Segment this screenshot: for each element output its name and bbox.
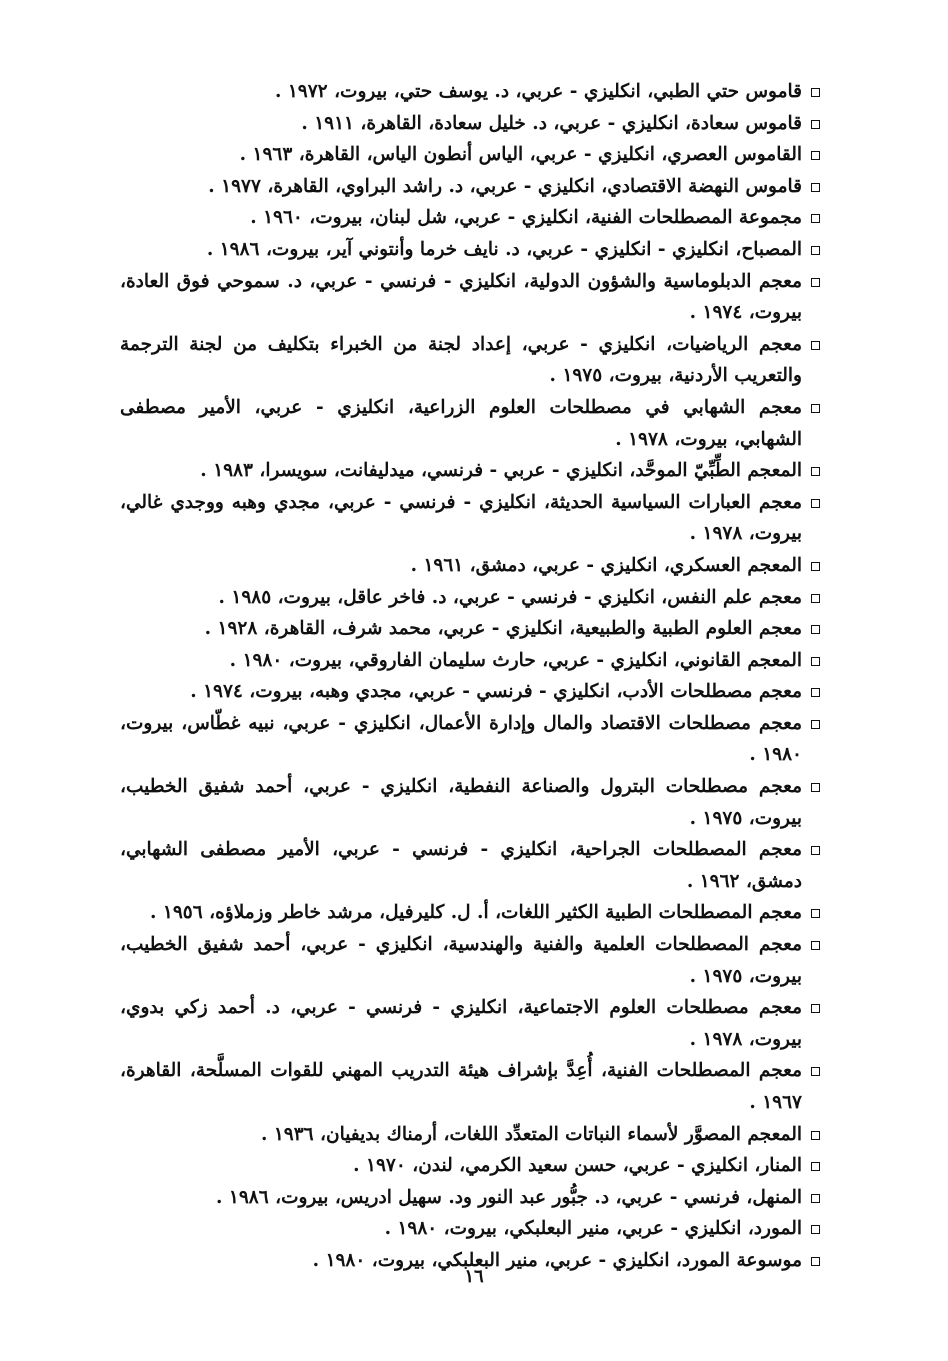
- list-item: [120, 455, 820, 487]
- entry-text: المصباح، انكليزي - انكليزي - عربي، د. نايف خرما وأنتوني آير، بيروت، ١٩٨٦ .: [206, 238, 802, 260]
- entry-text: معجم مصطلحات البترول والصناعة النفطية، انكليزي - عربي، أحمد شفيق الخطيب، بيروت، ١٩٧٥ .: [120, 776, 802, 829]
- entry-text: معجم مصطلحات الاقتصاد والمال وإدارة الأعمال، انكليزي - عربي، نبيه غطّاس، بيروت، ١٩٨٠ .: [120, 712, 802, 766]
- square-bullet-icon: [811, 278, 820, 287]
- square-bullet-icon: [811, 1131, 820, 1140]
- square-bullet-icon: [811, 404, 820, 413]
- list-item: [120, 1150, 820, 1182]
- square-bullet-icon: [811, 625, 820, 634]
- square-bullet-icon: [811, 1257, 820, 1266]
- square-bullet-icon: [811, 1225, 820, 1234]
- square-bullet-icon: [811, 151, 820, 160]
- square-bullet-icon: [811, 720, 820, 729]
- entry-text: المنار، انكليزي - عربي، حسن سعيد الكرمي، لندن، ١٩٧٠ .: [353, 1155, 802, 1177]
- list-item: [120, 487, 820, 550]
- entry-text: معجم المصطلحات الفنية، أُعِدَّ بإشراف هيئة التدريب المهني للقوات المسلَّحة، القاهرة، ١٩٦٧ .: [120, 1060, 802, 1113]
- square-bullet-icon: [811, 657, 820, 666]
- entry-text: المنهل، فرنسي - عربي، د. جبُّور عبد النور ود. سهيل ادريس، بيروت، ١٩٨٦ .: [216, 1186, 802, 1208]
- square-bullet-icon: [811, 562, 820, 571]
- list-item: [120, 676, 820, 708]
- list-item: [120, 392, 820, 455]
- square-bullet-icon: [811, 341, 820, 350]
- square-bullet-icon: [811, 1067, 820, 1076]
- entry-text: القاموس العصري، انكليزي - عربي، الياس أنطون الياس، القاهرة، ١٩٦٣ .: [239, 144, 802, 166]
- entry-text: المعجم العسكري، انكليزي - عربي، دمشق، ١٩٦١ .: [410, 554, 802, 576]
- entry-text: قاموس حتي الطبي، انكليزي - عربي، د. يوسف حتي، بيروت، ١٩٧٢ .: [274, 81, 802, 102]
- list-item: [120, 1182, 820, 1214]
- list-item: [120, 1055, 820, 1118]
- list-item: [120, 329, 820, 392]
- square-bullet-icon: [811, 183, 820, 192]
- square-bullet-icon: [811, 214, 820, 223]
- square-bullet-icon: [811, 1162, 820, 1171]
- entry-text: قاموس النهضة الاقتصادي، انكليزي - عربي، د. راشد البراوي، القاهرة، ١٩٧٧ .: [208, 175, 802, 197]
- entry-text: موسوعة المورد، انكليزي - عربي، منير البعلبكي، بيروت، ١٩٨٠ .: [312, 1249, 802, 1271]
- list-item: [120, 139, 820, 171]
- square-bullet-icon: [811, 688, 820, 697]
- list-item: [120, 550, 820, 582]
- entry-text: معجم المصطلحات العلمية والفنية والهندسية، انكليزي - عربي، أحمد شفيق الخطيب، بيروت، ١٩٧٥ .: [120, 934, 802, 987]
- entry-text: المعجم الطِّبِّيّ الموحَّد، انكليزي - عربي - فرنسي، ميدليفانت، سويسرا، ١٩٨٣ .: [200, 460, 802, 482]
- entry-text: قاموس سعادة، انكليزي - عربي، د. خليل سعادة، القاهرة، ١٩١١ .: [301, 112, 802, 134]
- entry-text: معجم مصطلحات الأدب، انكليزي - فرنسي - عربي، مجدي وهبه، بيروت، ١٩٧٤ .: [190, 681, 802, 703]
- square-bullet-icon: [811, 246, 820, 255]
- list-item: [120, 108, 820, 140]
- square-bullet-icon: [811, 941, 820, 950]
- page-number: ١٦: [464, 1266, 484, 1287]
- entry-text: معجم المصطلحات الجراحية، انكليزي - فرنسي - عربي، الأمير مصطفى الشهابي، دمشق، ١٩٦٢ .: [120, 839, 802, 892]
- list-item: [120, 771, 820, 834]
- square-bullet-icon: [811, 1004, 820, 1013]
- square-bullet-icon: [811, 783, 820, 792]
- bibliography-list: [120, 76, 820, 1277]
- list-item: [120, 897, 820, 929]
- entry-text: معجم مصطلحات العلوم الاجتماعية، انكليزي - فرنسي - عربي، د. أحمد زكي بدوي، بيروت، ١٩٧٨ .: [120, 997, 802, 1050]
- list-item: [120, 929, 820, 992]
- square-bullet-icon: [811, 1194, 820, 1203]
- entry-text: المعجم القانوني، انكليزي - عربي، حارث سليمان الفاروقي، بيروت، ١٩٨٠ .: [229, 649, 802, 671]
- square-bullet-icon: [811, 467, 820, 476]
- list-item: [120, 1213, 820, 1245]
- square-bullet-icon: [811, 120, 820, 129]
- square-bullet-icon: [811, 846, 820, 855]
- list-item: [120, 834, 820, 897]
- list-item: [120, 1119, 820, 1151]
- list-item: [120, 645, 820, 677]
- list-item: [120, 171, 820, 203]
- list-item: [120, 202, 820, 234]
- entry-text: المعجم المصوَّر لأسماء النباتات المتعدِّد اللغات، أرمناك بديفيان، ١٩٣٦ .: [260, 1123, 802, 1145]
- entry-text: المورد، انكليزي - عربي، منير البعلبكي، بيروت، ١٩٨٠ .: [384, 1218, 802, 1240]
- entry-text: معجم الرياضيات، انكليزي - عربي، إعداد لجنة من الخبراء بتكليف من لجنة الترجمة والتعريب الأردنية، بيروت، ١٩٧٥ .: [120, 333, 802, 387]
- entry-text: معجم المصطلحات الطبية الكثير اللغات، أ. ل. كليرفيل، مرشد خاطر وزملاؤه، ١٩٥٦ .: [150, 902, 802, 924]
- list-item: [120, 708, 820, 771]
- list-item: [120, 613, 820, 645]
- list-item: [120, 992, 820, 1055]
- entry-text: معجم علم النفس، انكليزي - فرنسي - عربي، د. فاخر عاقل، بيروت، ١٩٨٥ .: [218, 586, 802, 608]
- list-item: [120, 234, 820, 266]
- list-item: [120, 76, 820, 108]
- square-bullet-icon: [811, 909, 820, 918]
- square-bullet-icon: [811, 499, 820, 508]
- list-item: [120, 582, 820, 614]
- entry-text: معجم الدبلوماسية والشؤون الدولية، انكليزي - فرنسي - عربي، د. سموحي فوق العادة، بيروت، ١٩٧٤ .: [120, 270, 802, 324]
- entry-text: معجم الشهابي في مصطلحات العلوم الزراعية، انكليزي - عربي، الأمير مصطفى الشهابي، بيروت، ١٩٧٨ .: [120, 396, 802, 450]
- square-bullet-icon: [811, 594, 820, 603]
- square-bullet-icon: [811, 88, 820, 97]
- entry-text: معجم العبارات السياسية الحديثة، انكليزي - فرنسي - عربي، مجدي وهبه ووجدي غالي، بيروت، ١٩٧٨ .: [120, 491, 802, 545]
- entry-text: معجم العلوم الطبية والطبيعية، انكليزي - عربي، محمد شرف، القاهرة، ١٩٢٨ .: [204, 618, 802, 640]
- list-item: [120, 266, 820, 329]
- entry-text: مجموعة المصطلحات الفنية، انكليزي - عربي، شل لبنان، بيروت، ١٩٦٠ .: [250, 207, 802, 229]
